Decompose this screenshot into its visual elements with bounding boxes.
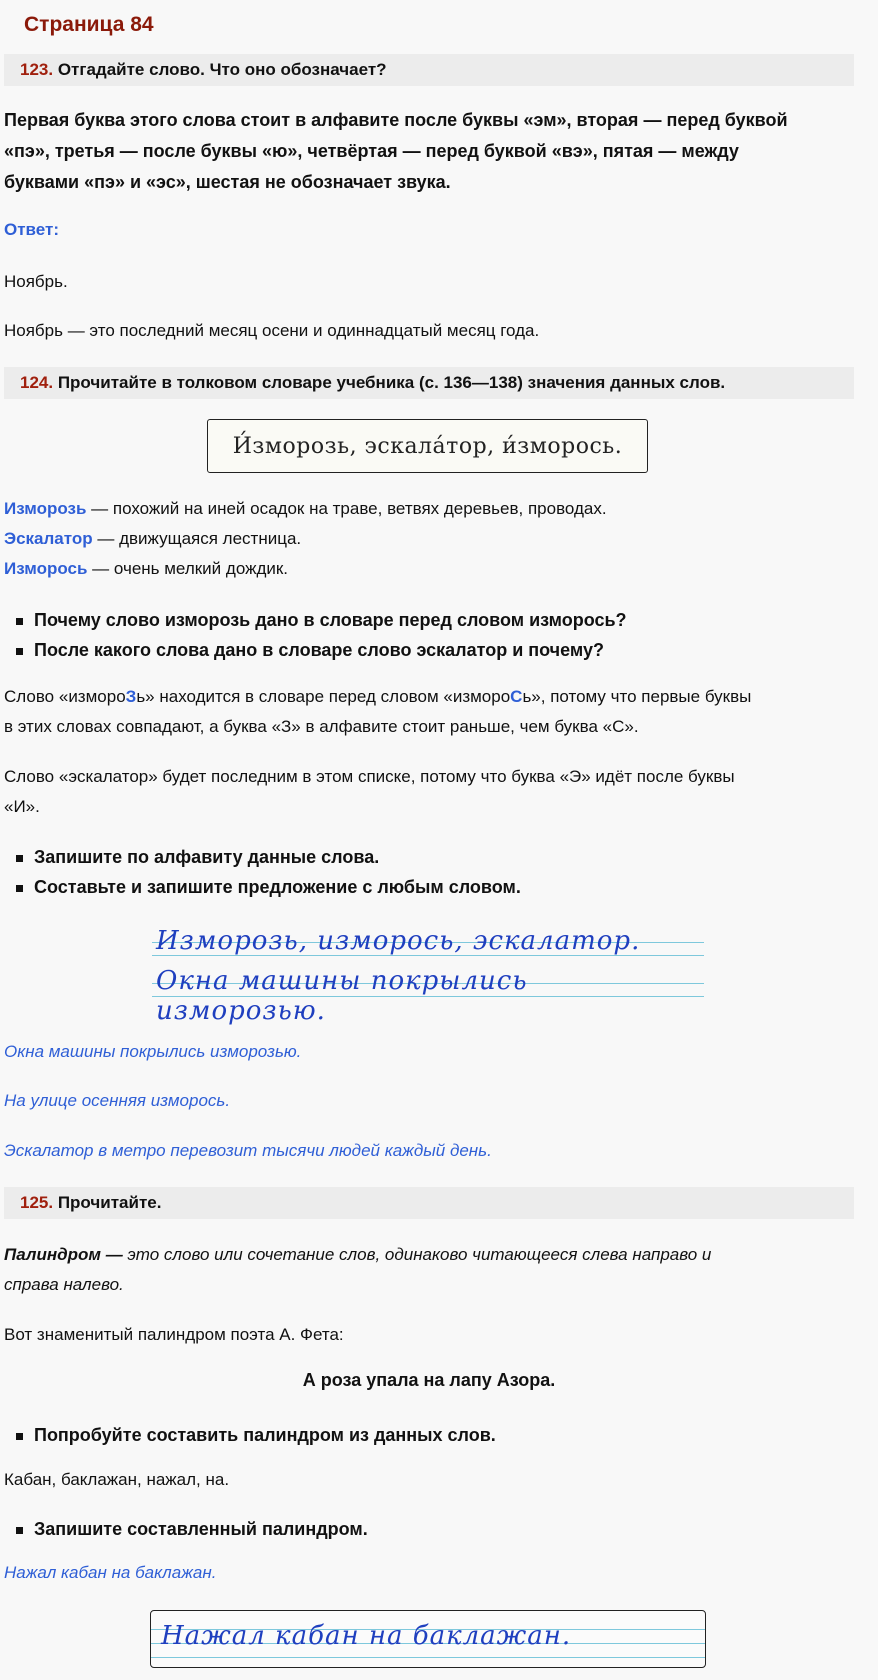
task-list	[4, 842, 854, 902]
task-124-header	[4, 367, 854, 399]
definition-text: — очень мелкий дождик.	[87, 559, 289, 578]
given-words: Кабан, баклажан, нажал, на.	[4, 1470, 230, 1489]
definition-term: Изморозь	[4, 499, 87, 518]
definition-item	[4, 494, 854, 524]
riddle-line: буквами «пэ» и «эс», шестая не обозначает звука.	[4, 172, 451, 192]
word-box: И́зморозь, эскала́тор, и́зморось.	[207, 419, 648, 473]
handwriting-box	[150, 1610, 706, 1668]
definition-text: — похожий на иней осадок на траве, ветвях деревьев, проводах.	[86, 499, 607, 518]
definitions-list	[4, 494, 854, 584]
answer-line	[4, 682, 854, 712]
intro-text: Вот знаменитый палиндром поэта А. Фета:	[4, 1325, 344, 1344]
answer-label: Ответ:	[4, 220, 59, 239]
riddle-text	[4, 105, 854, 198]
definition-text: это слово или сочетание слов, одинаково читающееся слева направо и	[122, 1245, 712, 1264]
text-fragment: ь» находится в словаре перед словом «изморо	[136, 687, 511, 706]
example-sentence: На улице осенняя изморось.	[4, 1091, 231, 1110]
question-item: После какого слова дано в словаре слово эскалатор и почему?	[4, 635, 854, 665]
answer-explanation: Ноябрь — это последний месяц осени и одиннадцатый месяц года.	[4, 321, 540, 340]
handwriting-block	[152, 926, 704, 1026]
task-123-header	[4, 54, 854, 86]
question-list	[4, 605, 854, 665]
task-number: 125.	[20, 1193, 54, 1212]
task-125-header	[4, 1187, 854, 1219]
highlight-letter: З	[125, 687, 137, 706]
example-sentence: Эскалатор в метро перевозит тысячи людей каждый день.	[4, 1141, 492, 1160]
answer-paragraph-2	[4, 762, 854, 822]
answer-word: Ноябрь.	[4, 272, 68, 291]
definition-line	[4, 1240, 854, 1270]
answer-line: «И».	[4, 797, 40, 816]
answer-line: Слово «эскалатор» будет последним в этом списке, потому что буква «Э» идёт после буквы	[4, 767, 735, 786]
example-sentence: Окна машины покрылись изморозью.	[4, 1042, 302, 1061]
question-item: Почему слово изморозь дано в словаре перед словом изморось?	[4, 605, 854, 635]
definition-line: справа налево.	[4, 1275, 124, 1294]
task-number: 124.	[20, 373, 54, 392]
definition-text: — движущаяся лестница.	[92, 529, 302, 548]
handwriting-line: Изморозь, изморось, эскалатор.	[156, 926, 641, 956]
page-title: Страница 84	[24, 13, 154, 36]
definition-term: Эскалатор	[4, 529, 93, 548]
text-fragment: Слово «изморо	[4, 687, 126, 706]
answer-line: в этих словах совпадают, а буква «З» в алфавите стоит раньше, чем буква «С».	[4, 717, 639, 736]
definition-item	[4, 554, 854, 584]
task-title: Прочитайте.	[57, 1193, 162, 1212]
task-title: Отгадайте слово. Что оно обозначает?	[57, 60, 387, 79]
palindrome-definition	[4, 1240, 854, 1300]
task-item: Запишите по алфавиту данные слова.	[4, 842, 854, 872]
definition-item	[4, 524, 854, 554]
riddle-line: Первая буква этого слова стоит в алфавите после буквы «эм», вторая — перед буквой	[4, 110, 788, 130]
ruled-line	[151, 1657, 706, 1658]
task-title: Прочитайте в толковом словаре учебника (с. 136—138) значения данных слов.	[57, 373, 726, 392]
task-list	[4, 1514, 854, 1544]
task-list	[4, 1420, 854, 1450]
handwriting-line: Нажал кабан на баклажан.	[161, 1621, 572, 1651]
highlight-letter: С	[510, 687, 523, 706]
task-item: Составьте и запишите предложение с любым словом.	[4, 872, 854, 902]
palindrome-answer: Нажал кабан на баклажан.	[4, 1563, 217, 1582]
text-fragment: ь», потому что первые буквы	[522, 687, 752, 706]
task-number: 123.	[20, 60, 54, 79]
definition-term: Палиндром —	[4, 1245, 123, 1264]
riddle-line: «пэ», третья — после буквы «ю», четвёртая — перед буквой «вэ», пятая — между	[4, 141, 739, 161]
task-item: Запишите составленный палиндром.	[4, 1514, 854, 1544]
palindrome-quote: А роза упала на лапу Азора.	[302, 1370, 556, 1390]
handwriting-line: Окна машины покрылись изморозью.	[156, 966, 528, 1026]
answer-paragraph-1	[4, 682, 854, 742]
definition-term: Изморось	[4, 559, 88, 578]
task-item: Попробуйте составить палиндром из данных слов.	[4, 1420, 854, 1450]
